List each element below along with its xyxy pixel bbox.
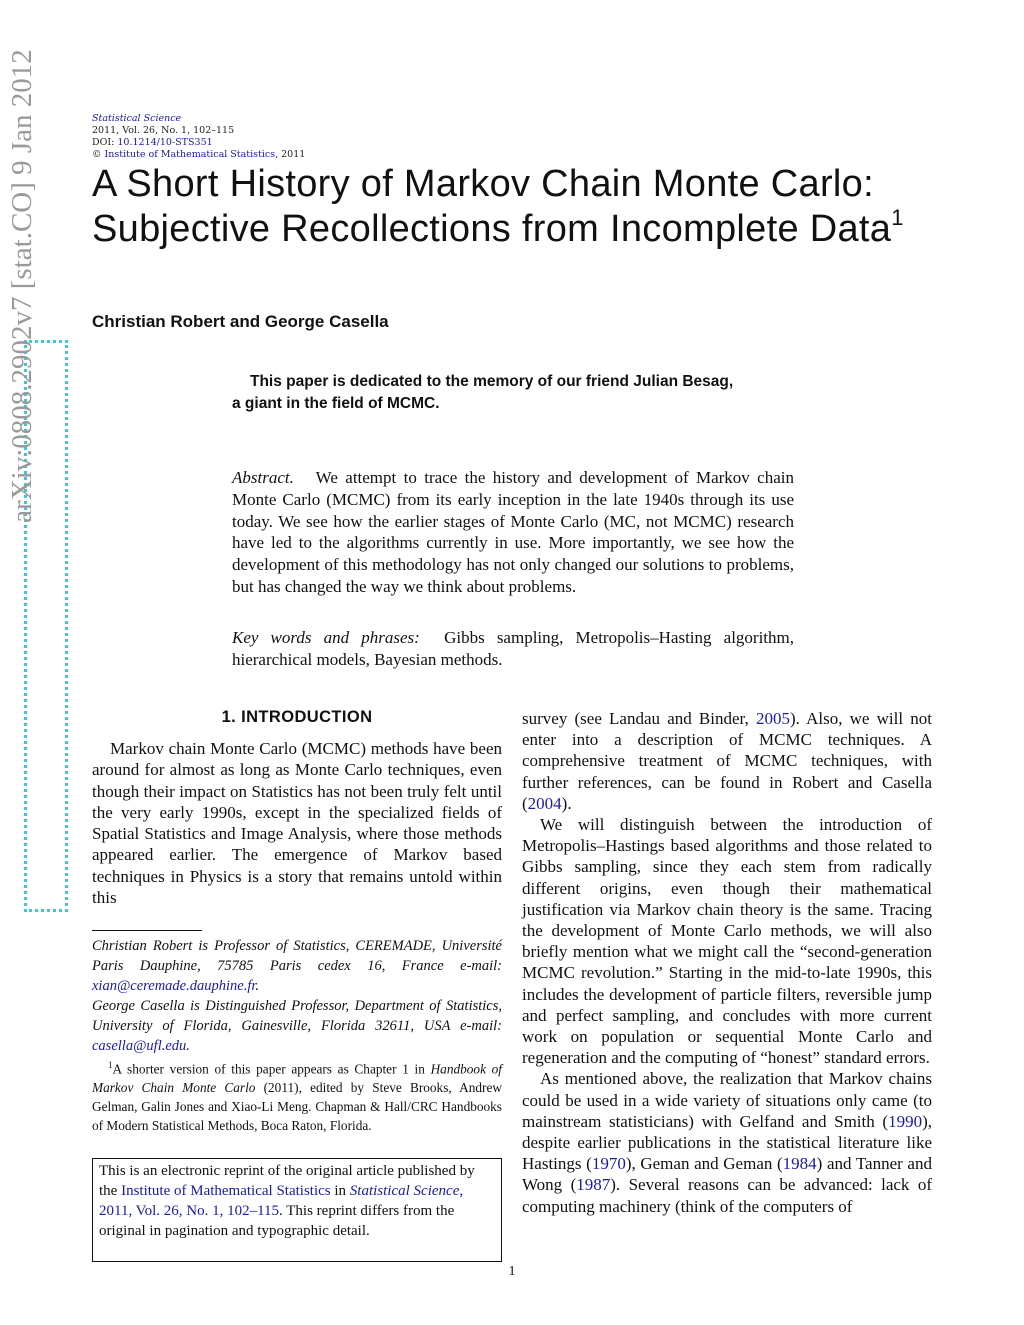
keywords-text: Gibbs sampling, Metropolis–Hasting algorithm, hierarchical models, Bayesian methods. — [232, 628, 794, 669]
abstract-label: Abstract. — [232, 468, 294, 487]
citation-link[interactable]: 2005 — [755, 709, 790, 728]
citation-link[interactable]: 1987 — [576, 1175, 611, 1195]
reprint-journal-link[interactable]: Statistical Science — [349, 1183, 460, 1199]
handbook-title: Handbook of Markov Chain Monte Carlo — [92, 1061, 503, 1096]
paper-title: A Short History of Markov Chain Monte Carlo: Subjective Recollections from Incomplete Data$^1$ — [92, 163, 904, 250]
journal-name-link[interactable]: Statistical Science — [92, 113, 182, 124]
right-column — [522, 708, 932, 1217]
abstract-text: We attempt to trace the history and development of Markov chain Monte Carlo (MCMC) from its early inception in the late 1940s through its use today. We see how the earlier stages of Monte Carlo (MC, not MCMC) research have led to the algorithms currently in use. More importantly, we see how the development of this methodology has not only changed our solutions to problems, but has changed the way we think about problems. — [232, 468, 794, 596]
dedication-line-2: a giant in the field of MCMC. — [232, 395, 440, 412]
abstract — [232, 467, 794, 598]
arxiv-identifier[interactable]: arXiv:0808.2902v7 [stat.CO] 9 Jan 2012 — [6, 49, 38, 523]
copyright-year: , 2011 — [275, 149, 306, 160]
keywords — [232, 627, 794, 671]
footnote-1-mark: 1 — [108, 1060, 113, 1070]
doi-link[interactable]: 10.1214/10-STS351 — [117, 137, 213, 148]
copyright-icon: © — [92, 149, 102, 160]
citation-link[interactable]: 1990 — [888, 1111, 923, 1131]
robert-email-link[interactable]: xian@ceremade.dauphine.fr — [92, 978, 256, 994]
doi-label: DOI: — [92, 137, 115, 148]
right-paragraph-3: As mentioned above, the realization that Markov chains could be used in a wide variety of situations only came (to mainstream statisticians) with Gelfand and Smith (1990), despite earlier publications in the statistical literature like Hastings (1970), Geman and Geman (1984) and Tanner and Wong (1987). Several reasons can be advanced: lack of computing machinery (think of the computers of — [522, 1069, 932, 1216]
casella-email-link[interactable]: casella@ufl.edu — [92, 1038, 187, 1054]
keywords-label: Key words and phrases: — [232, 628, 420, 647]
dedication — [232, 371, 792, 415]
footnote-robert: Christian Robert is Professor of Statistics, CEREMADE, Université Paris Dauphine, 75785 Paris cedex 16, France e-mail: xian@ceremade.dauphine.fr. — [92, 938, 502, 994]
right-paragraph-1: survey (see Landau and Binder, 2005). Also, we will not enter into a description of MCMC techniques. A comprehensive treatment of MCMC techniques, with further references, can be found in Robert and Casella (2004). — [522, 709, 932, 813]
citation-link[interactable]: 2004 — [527, 793, 562, 813]
footnote-casella: George Casella is Distinguished Professor, Department of Statistics, University of Florida, Gainesville, Florida 32611, USA e-mail: casella@ufl.edu. — [92, 998, 502, 1054]
right-paragraph-2: We will distinguish between the introduction of Metropolis–Hastings based algorithms and those related to Gibbs sampling, since they each stem from radically different origins, even though their mathematical justification via Markov chain theory is the same. Tracing the development of Monte Carlo methods, we will also briefly mention what we might call the “second-generation MCMC revolution.” Starting in the mid-to-late 1990s, this includes the development of particle filters, reversible jump and perfect sampling, and concludes with more current work on population or sequential Monte Carlo and regeneration and the computing of “honest” standard errors. — [522, 815, 932, 1068]
intro-paragraph: Markov chain Monte Carlo (MCMC) methods have been around for almost as long as Monte Carlo techniques, even though their impact on Statistics has not been truly felt until the very early 1990s, except in the specialized fields of Spatial Statistics and Image Analysis, where those methods appeared earlier. The emergence of Markov based techniques in Physics is a story that remains untold within this — [92, 739, 502, 908]
reprint-issue-link[interactable]: , 2011, Vol. 26, No. 1, 102–115 — [99, 1183, 464, 1219]
dedication-line-1: This paper is dedicated to the memory of our friend Julian Besag, — [250, 373, 734, 390]
reprint-publisher-link[interactable]: Institute of Mathematical Statistics — [121, 1183, 331, 1199]
footnote-rule — [92, 930, 202, 931]
citation-link[interactable]: 1984 — [782, 1154, 817, 1174]
title-footnote-mark[interactable]: 1 — [891, 205, 904, 230]
page-number: 1 — [508, 1264, 516, 1279]
journal-masthead — [92, 113, 305, 161]
section-heading: 1. INTRODUCTION — [221, 708, 373, 726]
authors: Christian Robert and George Casella — [92, 312, 389, 331]
publisher-link[interactable]: Institute of Mathematical Statistics — [104, 149, 276, 160]
footnote-1: $^1$A shorter version of this paper appears as Chapter 1 in Handbook of Markov Chain Monte Carlo (2011), edited by Steve Brooks, Andrew Gelman, Galin Jones and Xiao-Li Meng. Chapman & Hall/CRC Handbooks of Modern Statistical Methods, Boca Raton, Florida. — [92, 1060, 503, 1134]
reprint-notice-box: This is an electronic reprint of the original article published by the Institute of Mathematical Statistics in Statistical Science, 2011, Vol. 26, No. 1, 102–115. This reprint differs from the original in pagination and typographic detail. — [92, 1158, 502, 1262]
citation-link[interactable]: 1970 — [591, 1154, 626, 1174]
volume-line: 2011, Vol. 26, No. 1, 102–115 — [92, 125, 235, 136]
footnotes — [92, 936, 502, 1135]
